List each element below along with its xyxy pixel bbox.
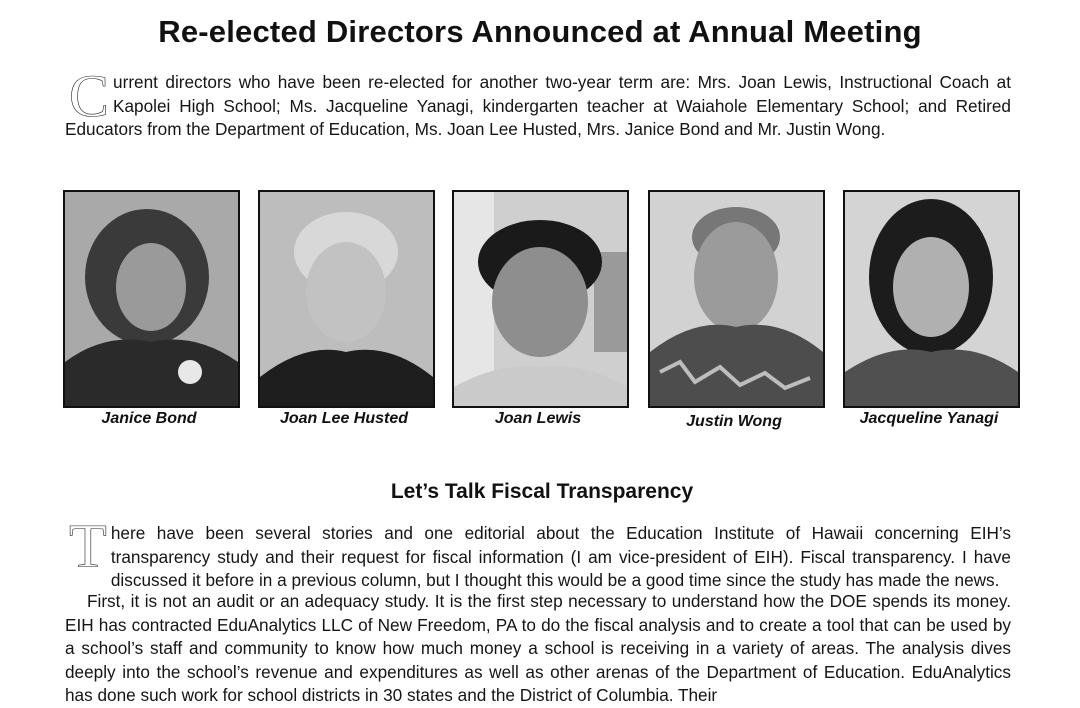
dropcap-letter: C	[69, 63, 110, 129]
caption-joan-lee-husted: Joan Lee Husted	[279, 410, 409, 427]
director-photos	[63, 190, 1021, 440]
photo-jacqueline-yanagi	[843, 190, 1020, 408]
portrait-image	[65, 192, 238, 406]
photo-janice-bond	[63, 190, 240, 408]
caption-justin-wong: Justin Wong	[686, 413, 782, 430]
photo-joan-lewis	[452, 190, 629, 408]
article-paragraph-1-text: here have been several stories and one editorial about the Education Institute of Hawaii concerning EIH’s transparency study and their request for fiscal information (I am vice-president of EIH). Fiscal transparency. I have discussed it before in a previous column, but I thought this would be a good time since the study has made the news.	[110, 523, 1011, 590]
intro-text: urrent directors who have been re-elected for another two-year term are: Mrs. Joan Lewis, Instructional Coach at Kapolei High School; Ms. Jacqueline Yanagi, kindergarten teacher at Waiahole Elementary School; and Retired Educators from the Department of Education, Ms. Joan Lee Husted, Mrs. Janice Bond and Mr. Justin Wong.	[65, 72, 1011, 139]
caption-janice-bond: Janice Bond	[101, 410, 197, 427]
dropcap-letter: T	[69, 513, 107, 581]
portrait-image	[845, 192, 1018, 406]
portrait-image	[454, 192, 627, 406]
photo-joan-lee-husted	[258, 190, 435, 408]
article-title: Let’s Talk Fiscal Transparency	[390, 480, 694, 503]
article-paragraph-2: First, it is not an audit or an adequacy study. It is the first step necessary to understand how the DOE spends its money. EIH has contracted EduAnalytics LLC of New Freedom, PA to do the fiscal analysis and to create a tool that can be used by a school’s staff and community to know how much money a school is receiving in a variety of areas. The analysis dives deeply into the school’s revenue and expenditures as well as other arenas of the Department of Education. EduAnalytics has done such work for school districts in 30 states and the District of Columbia. Their	[65, 591, 1011, 705]
intro-paragraph	[65, 63, 1011, 142]
caption-joan-lewis: Joan Lewis	[494, 410, 582, 427]
photo-justin-wong	[648, 190, 825, 408]
headline: Re-elected Directors Announced at Annual Meeting	[158, 14, 922, 49]
article-paragraph-1	[65, 513, 1011, 593]
caption-jacqueline-yanagi: Jacqueline Yanagi	[859, 410, 999, 427]
portrait-image	[650, 192, 823, 406]
portrait-image	[260, 192, 433, 406]
